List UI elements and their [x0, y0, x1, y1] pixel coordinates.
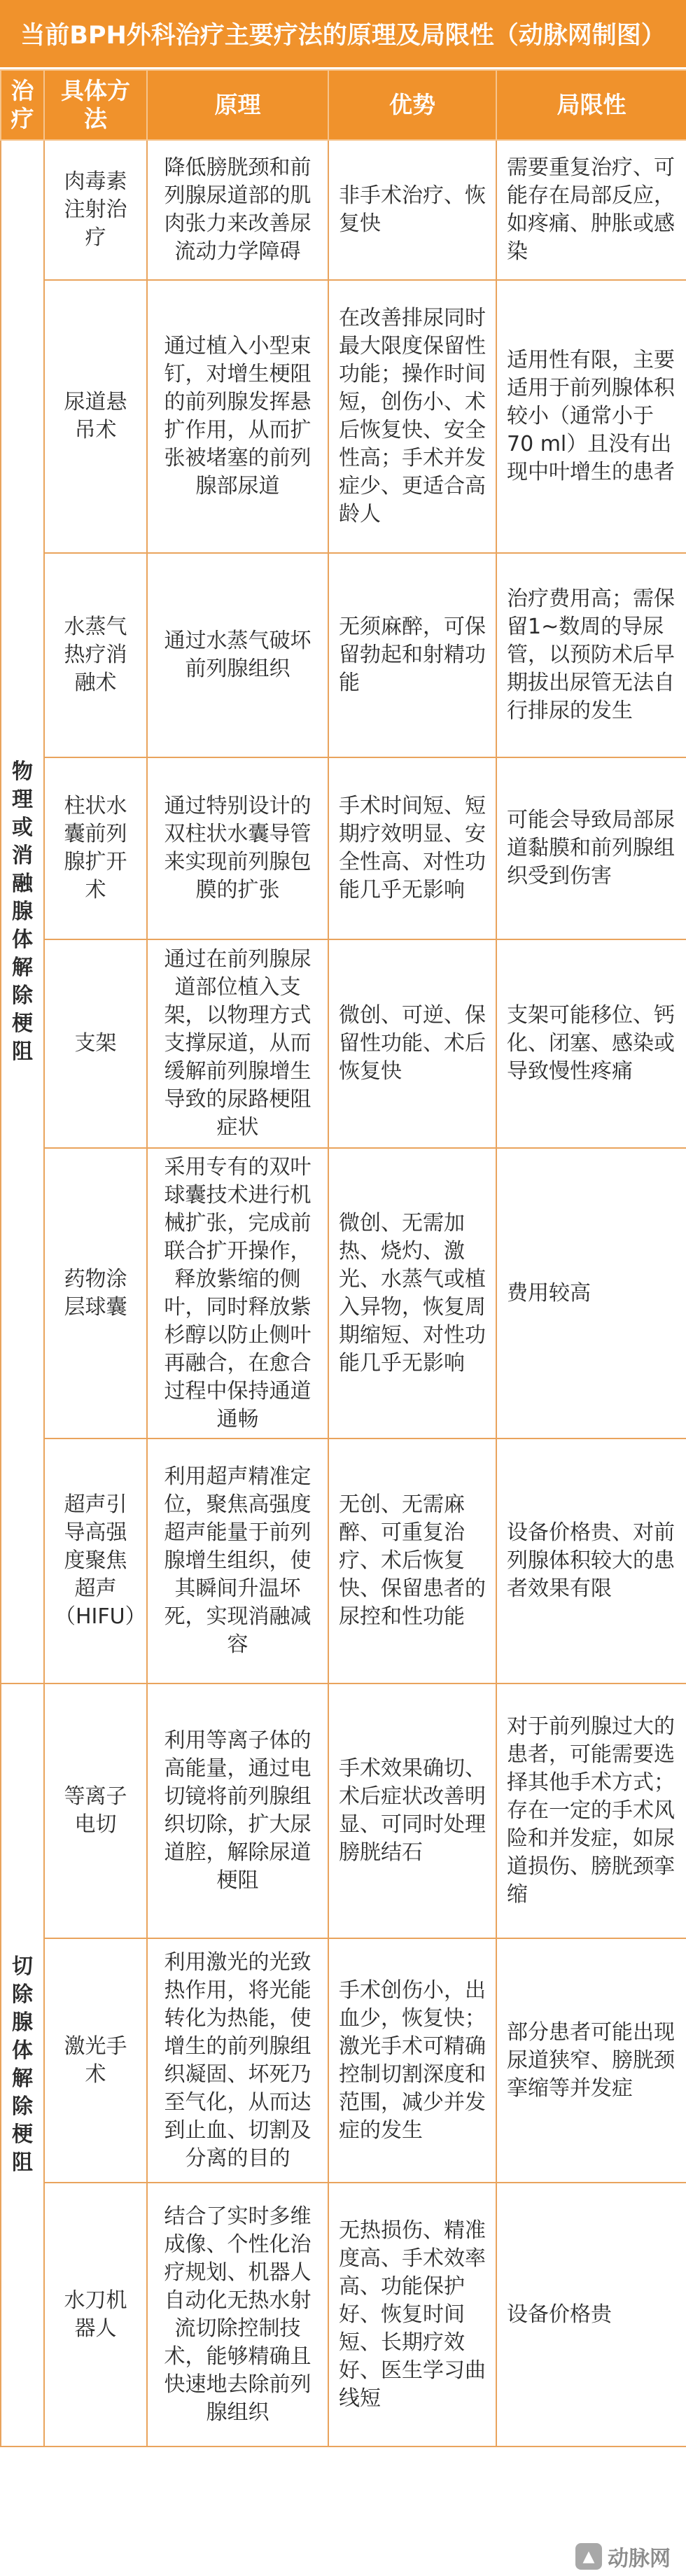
limitation-cell: 治疗费用高；需保留1~数周的导尿管，以预防术后早期拔出尿管无法自行排尿的发生: [496, 553, 686, 757]
table-row: [1, 757, 686, 939]
method-cell: 水刀机器人: [44, 2183, 147, 2446]
advantage-cell: 微创、无需加热、烧灼、激光、水蒸气或植入异物，恢复周期缩短、对性功能几乎无影响: [328, 1148, 496, 1438]
limitation-cell: 设备价格贵: [496, 2183, 686, 2446]
header-method: 具体方法: [44, 70, 147, 140]
table-row: [1, 1148, 686, 1438]
table-row: [1, 140, 686, 280]
principle-cell: 采用专有的双叶球囊技术进行机械扩张，完成前联合扩开操作，释放紫缩的侧叶，同时释放紫杉醇以防止侧叶再融合，在愈合过程中保持通道通畅: [147, 1148, 328, 1438]
principle-cell: 利用激光的光致热作用，将光能转化为热能，使增生的前列腺组织凝固、坏死乃至气化，从而达到止血、切割及分离的目的: [147, 1938, 328, 2183]
treatment-table: [0, 69, 686, 2447]
limitation-cell: 部分患者可能出现尿道狭窄、膀胱颈挛缩等并发症: [496, 1938, 686, 2183]
table-row: [1, 2183, 686, 2446]
principle-cell: 利用超声精准定位，聚焦高强度超声能量于前列腺增生组织，使其瞬间升温坏死，实现消融减容: [147, 1438, 328, 1684]
principle-cell: 通过水蒸气破坏前列腺组织: [147, 553, 328, 757]
table-body: [1, 140, 686, 2446]
header-limitation: 局限性: [496, 70, 686, 140]
method-cell: 支架: [44, 939, 147, 1148]
watermark-logo-icon: ▲: [575, 2543, 602, 2570]
advantage-cell: 无须麻醉，可保留勃起和射精功能: [328, 553, 496, 757]
table-row: [1, 1938, 686, 2183]
category-cell: 物 理 或 消 融 腺 体 解 除 梗 阻: [1, 140, 44, 1684]
principle-cell: 利用等离子体的高能量，通过电切镜将前列腺组织切除，扩大尿道腔，解除尿道梗阻: [147, 1684, 328, 1938]
limitation-cell: 对于前列腺过大的患者，可能需要选择其他手术方式；存在一定的手术风险和并发症，如尿道损伤、膀胱颈挛缩: [496, 1684, 686, 1938]
method-cell: 药物涂层球囊: [44, 1148, 147, 1438]
advantage-cell: 无热损伤、精准度高、手术效率高、功能保护好、恢复时间短、长期疗效好、医生学习曲线短: [328, 2183, 496, 2446]
table-row: [1, 939, 686, 1148]
table-row: [1, 1438, 686, 1684]
advantage-cell: 在改善排尿同时最大限度保留性功能；操作时间短，创伤小、术后恢复快、安全性高；手术并发症少、更适合高龄人: [328, 280, 496, 553]
principle-cell: 通过特别设计的双柱状水囊导管来实现前列腺包膜的扩张: [147, 757, 328, 939]
header-principle: 原理: [147, 70, 328, 140]
advantage-cell: 手术时间短、短期疗效明显、安全性高、对性功能几乎无影响: [328, 757, 496, 939]
advantage-cell: 手术创伤小，出血少，恢复快；激光手术可精确控制切割深度和范围，减少并发症的发生: [328, 1938, 496, 2183]
header-advantage: 优势: [328, 70, 496, 140]
watermark: [575, 2541, 671, 2572]
limitation-cell: 可能会导致局部尿道黏膜和前列腺组织受到伤害: [496, 757, 686, 939]
principle-cell: 结合了实时多维成像、个性化治疗规划、机器人自动化无热水射流切除控制技术，能够精确且快速地去除前列腺组织: [147, 2183, 328, 2446]
method-cell: 等离子电切: [44, 1684, 147, 1938]
method-cell: 柱状水囊前列腺扩开术: [44, 757, 147, 939]
method-cell: 水蒸气热疗消融术: [44, 553, 147, 757]
page-title: 当前BPH外科治疗主要疗法的原理及局限性（动脉网制图）: [0, 0, 686, 69]
limitation-cell: 支架可能移位、钙化、闭塞、感染或导致慢性疼痛: [496, 939, 686, 1148]
header-treatment: 治疗: [1, 70, 44, 140]
limitation-cell: 需要重复治疗、可能存在局部反应，如疼痛、肿胀或感染: [496, 140, 686, 280]
principle-cell: 降低膀胱颈和前列腺尿道部的肌肉张力来改善尿流动力学障碍: [147, 140, 328, 280]
header-row: [1, 70, 686, 140]
table-row: [1, 553, 686, 757]
category-cell: 切 除 腺 体 解 除 梗 阻: [1, 1684, 44, 2446]
advantage-cell: 微创、可逆、保留性功能、术后恢复快: [328, 939, 496, 1148]
limitation-cell: 设备价格贵、对前列腺体积较大的患者效果有限: [496, 1438, 686, 1684]
principle-cell: 通过植入小型束钉，对增生梗阻的前列腺发挥悬扩作用，从而扩张被堵塞的前列腺部尿道: [147, 280, 328, 553]
advantage-cell: 非手术治疗、恢复快: [328, 140, 496, 280]
watermark-text: 动脉网: [608, 2547, 671, 2571]
advantage-cell: 手术效果确切、术后症状改善明显、可同时处理膀胱结石: [328, 1684, 496, 1938]
principle-cell: 通过在前列腺尿道部位植入支架，以物理方式支撑尿道，从而缓解前列腺增生导致的尿路梗阻症状: [147, 939, 328, 1148]
table-row: [1, 280, 686, 553]
table-row: [1, 1684, 686, 1938]
method-cell: 肉毒素注射治疗: [44, 140, 147, 280]
method-cell: 尿道悬吊术: [44, 280, 147, 553]
method-cell: 激光手术: [44, 1938, 147, 2183]
limitation-cell: 适用性有限，主要适用于前列腺体积较小（通常小于70 ml）且没有出现中叶增生的患者: [496, 280, 686, 553]
limitation-cell: 费用较高: [496, 1148, 686, 1438]
method-cell: 超声引导高强度聚焦超声（HIFU）: [44, 1438, 147, 1684]
advantage-cell: 无创、无需麻醉、可重复治疗、术后恢复快、保留患者的尿控和性功能: [328, 1438, 496, 1684]
